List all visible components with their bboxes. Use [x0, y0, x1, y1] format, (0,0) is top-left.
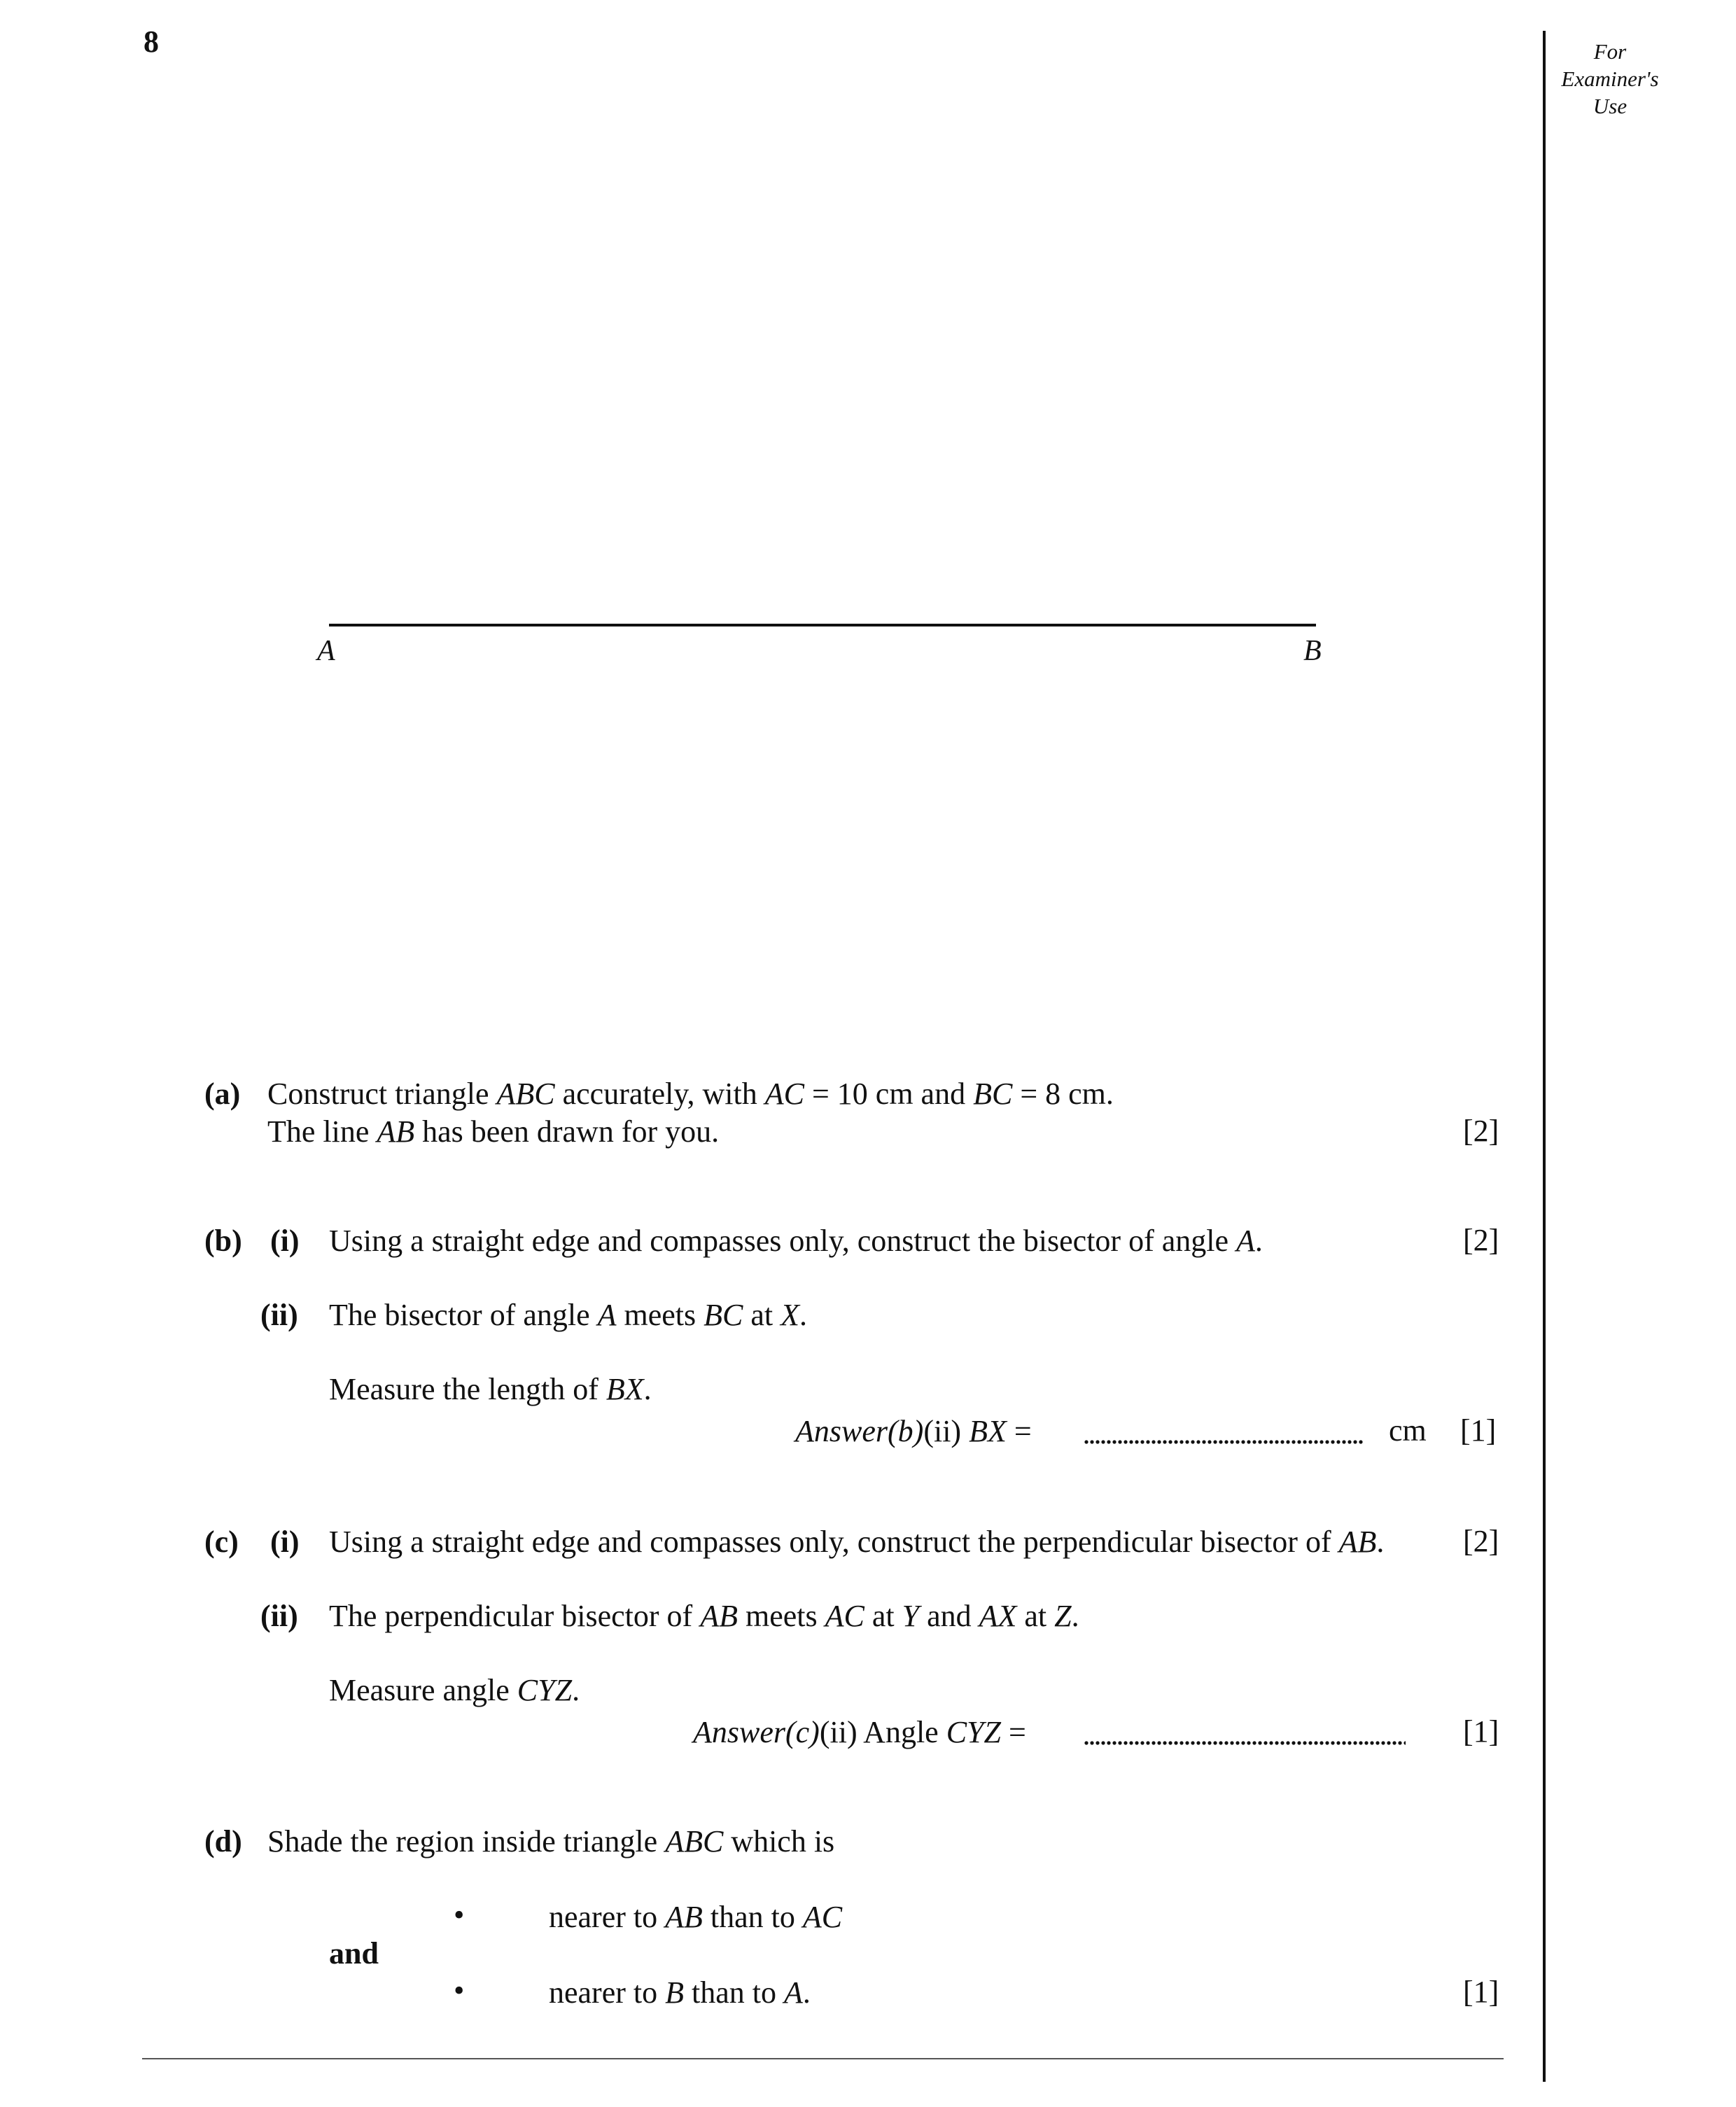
part-c-i-label: (i) — [270, 1525, 300, 1559]
answer-c-ii-label: Answer(c)(ii) Angle CYZ = — [693, 1715, 1026, 1749]
answer-c-ii-field[interactable] — [1084, 1740, 1406, 1746]
page-number: 8 — [144, 24, 159, 59]
point-a-label: A — [317, 635, 335, 667]
point-b-label: B — [1303, 635, 1322, 667]
part-b-ii-measure: Measure the length of BX. — [329, 1372, 652, 1406]
part-c-i-text: Using a straight edge and compasses only, construct the perpendicular bisector of AB. — [329, 1525, 1385, 1559]
part-d-label: (d) — [204, 1824, 242, 1858]
part-c-ii-label: (ii) — [260, 1599, 298, 1633]
part-c-ii-measure: Measure angle CYZ. — [329, 1673, 580, 1707]
answer-b-ii-unit: cm — [1389, 1413, 1427, 1448]
part-d-mark: [1] — [1463, 1975, 1499, 2009]
answer-b-ii-label: Answer(b)(ii) BX = — [795, 1414, 1032, 1448]
bullet-2-icon: • — [454, 1973, 465, 2008]
bottom-rule — [142, 2058, 1504, 2059]
part-d-and: and — [329, 1936, 379, 1970]
part-b-i-text: Using a straight edge and compasses only, construct the bisector of angle A. — [329, 1224, 1263, 1258]
part-c-ii-text: The perpendicular bisector of AB meets AC at Y and AX at Z. — [329, 1599, 1079, 1633]
part-a-line-1: Construct triangle ABC accurately, with AC = 10 cm and BC = 8 cm. — [267, 1077, 1114, 1111]
part-b-label: (b) — [204, 1224, 242, 1258]
part-b-ii-mark: [1] — [1460, 1413, 1497, 1448]
part-a-mark: [2] — [1463, 1114, 1499, 1148]
examiner-use-box — [1547, 38, 1673, 120]
part-a-label: (a) — [204, 1077, 241, 1111]
part-c-ii-mark: [1] — [1463, 1714, 1499, 1749]
examiner-line-3: Use — [1592, 94, 1628, 118]
part-b-i-label: (i) — [270, 1224, 300, 1258]
bullet-1-icon: • — [454, 1898, 465, 1932]
part-d-bullet-2: nearer to B than to A. — [549, 1975, 811, 2010]
part-b-ii-label: (ii) — [260, 1298, 298, 1332]
answer-b-ii-field[interactable] — [1084, 1439, 1364, 1445]
examiner-line-1: For — [1593, 39, 1627, 64]
examiner-margin-rule — [1543, 31, 1546, 2082]
part-c-i-mark: [2] — [1463, 1524, 1499, 1558]
examiner-line-2: Examiner's — [1561, 66, 1659, 91]
line-ab — [329, 624, 1316, 626]
part-a-line-2: The line AB has been drawn for you. — [267, 1114, 720, 1149]
part-c-label: (c) — [204, 1525, 239, 1559]
part-d-bullet-1: nearer to AB than to AC — [549, 1900, 843, 1934]
part-d-text: Shade the region inside triangle ABC which is — [267, 1824, 835, 1858]
part-b-i-mark: [2] — [1463, 1223, 1499, 1257]
part-b-ii-text: The bisector of angle A meets BC at X. — [329, 1298, 808, 1332]
